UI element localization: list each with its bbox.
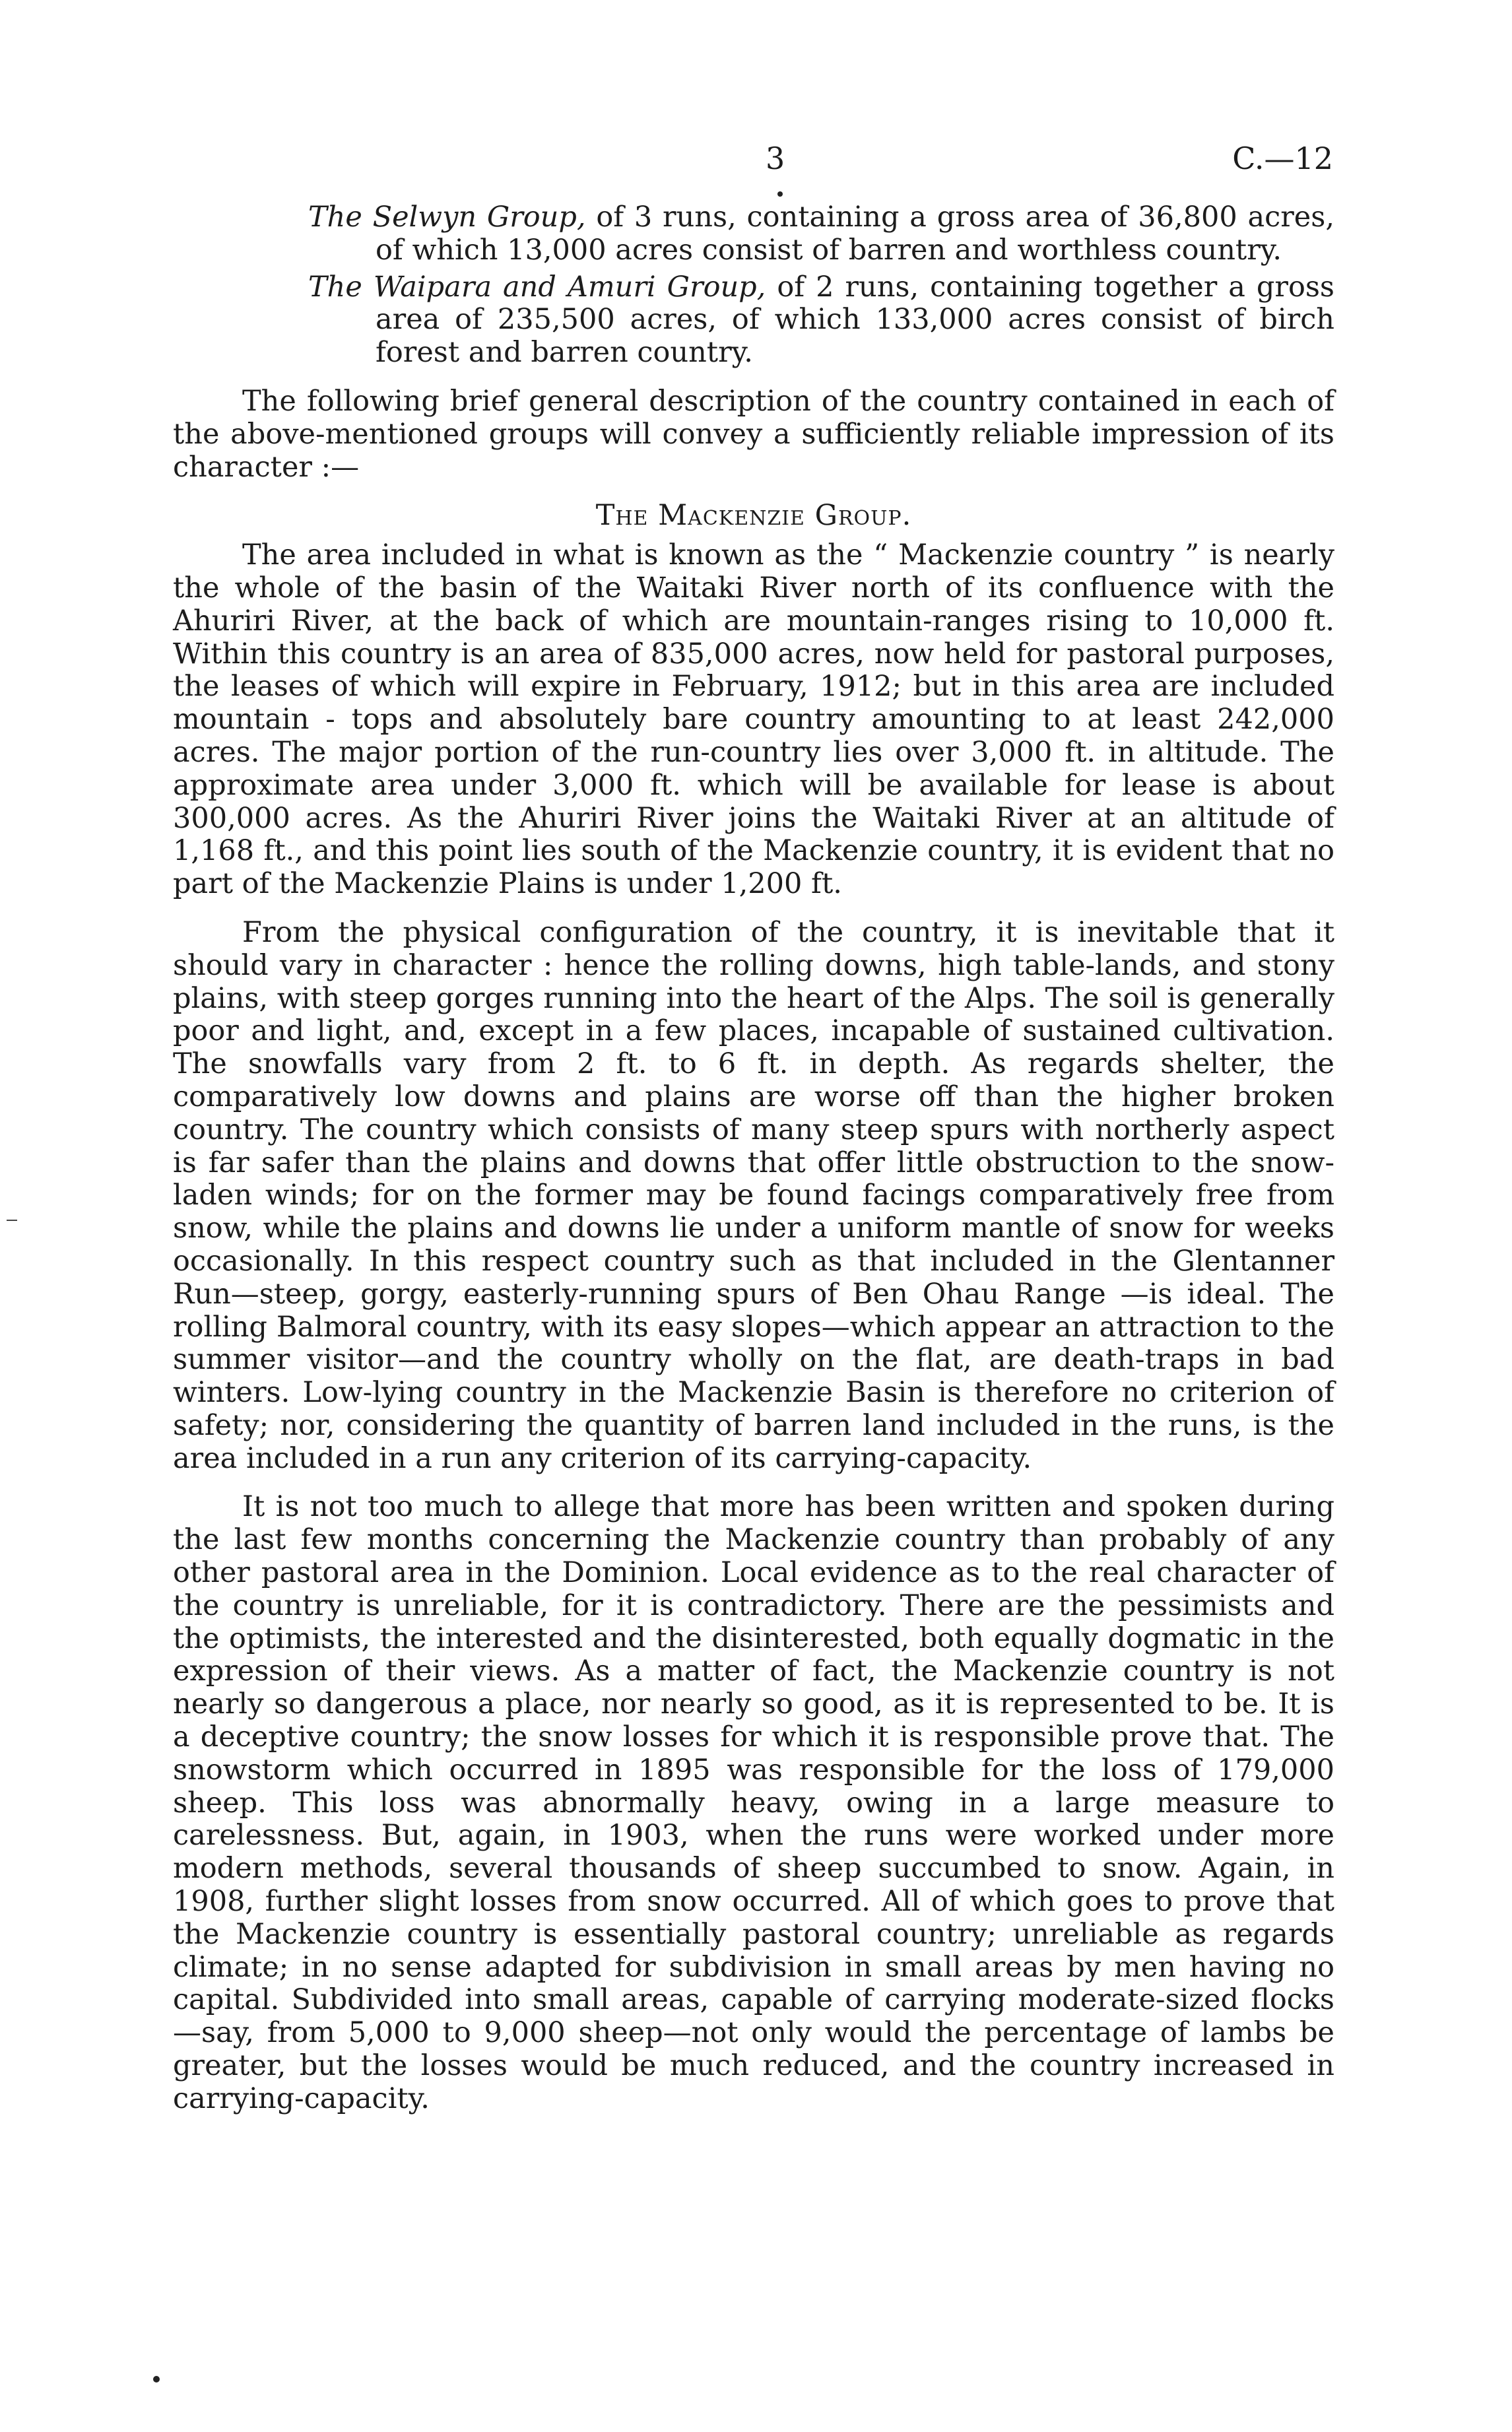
header-dot-mark [777,191,783,197]
group-entry-waipara-amuri [308,271,1334,370]
paragraph-physical-configuration: From the physical configuration of the country, it is inevitable that it should vary in character : hence the rolling downs, high table-lands, and stony plains, with steep gorges running into the heart of the Alps. The soil is generally poor and light, and, except in a few places, incapable of sustained cultivation. The snowfalls vary from 2 ft. to 6 ft. in depth. As regards shelter, the comparatively low downs and plains are worse off than the higher broken country. The country which consists of many steep spurs with northerly aspect is far safer than the plains and downs that offer little obstruction to the snow-laden winds; for on the former may be found facings comparatively free from snow, while the plains and downs lie under a uniform mantle of snow for weeks occasionally. In this respect country such as that included in the Glentanner Run—steep, gorgy, easterly-running spurs of Ben Ohau Range —is ideal. The rolling Balmoral country, with its easy slopes—which appear an attraction to the summer visitor—and the country wholly on the flat, are death-traps in bad winters. Low-lying country in the Mackenzie Basin is therefore no criterion of safety; nor, considering the quantity of barren land included in the runs, is the area included in a run any criterion of its carrying-capacity. [173,915,1334,1475]
intro-paragraph: The following brief general description of the country contained in each of the above-mentioned groups will convey a sufficiently reliable impression of its character :— [173,384,1334,484]
page-body [173,201,1334,2132]
page-number: 3 [766,141,785,176]
paragraph-mackenzie-area: The area included in what is known as the “ Mackenzie country ” is nearly the whole of the basin of the Waitaki River north of its confluence with the Ahuriri River, at the back of which are mountain-ranges rising to 10,000 ft. Within this country is an area of 835,000 acres, now held for pastoral purposes, the leases of which will expire in February, 1912; but in this area are included mountain - tops and absolutely bare country amounting to at least 242,000 acres. The major portion of the run-country lies over 3,000 ft. in altitude. The approximate area under 3,000 ft. which will be available for lease is about 300,000 acres. As the Ahuriri River joins the Waitaki River at an altitude of 1,168 ft., and this point lies south of the Mackenzie country, it is evident that no part of the Mackenzie Plains is under 1,200 ft. [173,539,1334,901]
document-reference: C.—12 [1232,141,1333,176]
group-entry-selwyn [308,201,1334,267]
margin-bullet-mark [153,2376,160,2383]
group-description: of 2 runs, containing together a gross area of 235,500 acres, of which 133,000 acres consist of birch forest and barren country. [376,270,1334,370]
group-description: of 3 runs, containing a gross area of 36,800 acres, of which 13,000 acres consist of barren and worthless country. [376,201,1334,267]
paragraph-pastoral-assessment: It is not too much to allege that more has been written and spoken during the last few months concerning the Mackenzie country than probably of any other pastoral area in the Dominion. Local evidence as to the real character of the country is unreliable, for it is contradictory. There are the pessimists and the optimists, the interested and the disinterested, both equally dogmatic in the expression of their views. As a matter of fact, the Mackenzie country is not nearly so dangerous a place, nor nearly so good, as it is represented to be. It is a deceptive country; the snow losses for which it is responsible prove that. The snowstorm which occurred in 1895 was responsible for the loss of 179,000 sheep. This loss was abnormally heavy, owing in a large measure to carelessness. But, again, in 1903, when the runs were worked under more modern methods, several thousands of sheep succumbed to snow. Again, in 1908, further slight losses from snow occurred. All of which goes to prove that the Mackenzie country is essentially pastoral country; unreliable as regards climate; in no sense adapted for subdivision in small areas by men having no capital. Subdivided into small areas, capable of carrying moderate-sized flocks —say, from 5,000 to 9,000 sheep—not only would the percentage of lambs be greater, but the losses would be much reduced, and the country increased in carrying-capacity. [173,1490,1334,2115]
section-heading: The Mackenzie Group. [595,499,912,533]
margin-dash-mark [7,1220,17,1221]
group-name: The Selwyn Group, [308,201,586,234]
group-name: The Waipara and Amuri Group, [308,270,766,304]
page-header [766,139,1333,178]
